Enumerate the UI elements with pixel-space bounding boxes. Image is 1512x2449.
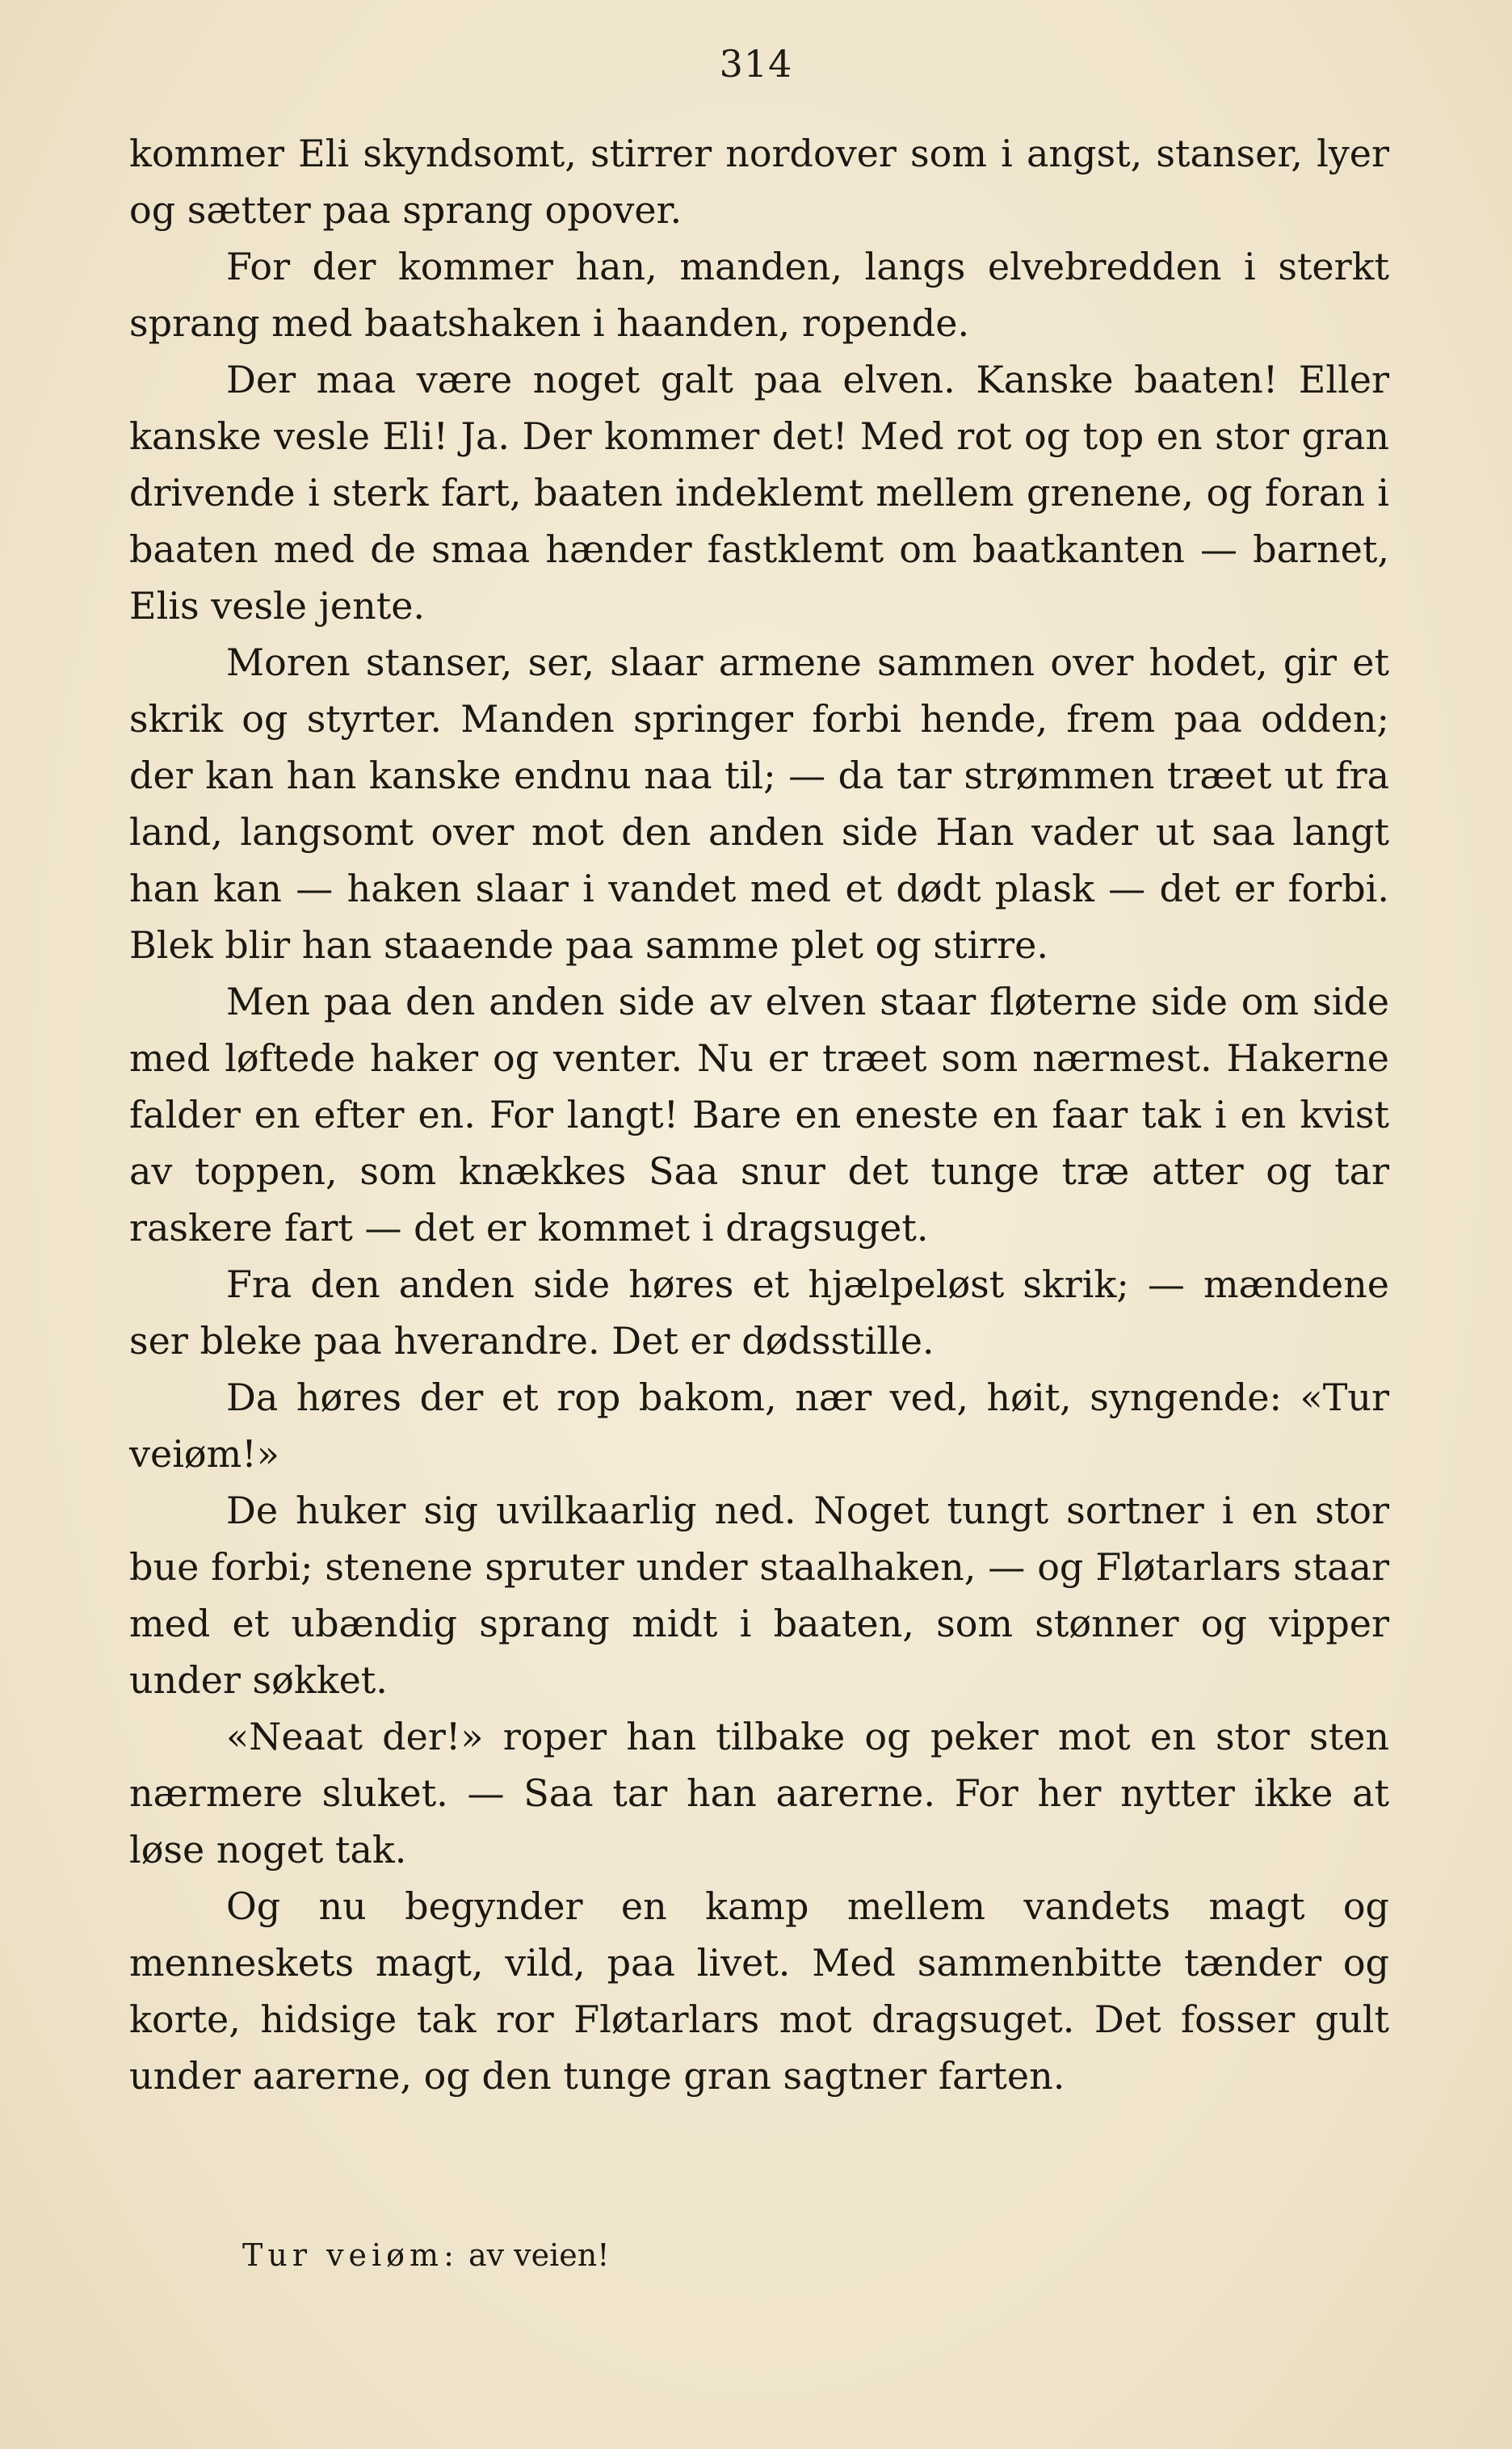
page-number: 314 [719, 42, 793, 86]
paragraph: Men paa den anden side av elven staar fløterne side om side med løftede haker og venter. Nu er træet som nærmest. Hakerne falder en efter en. For langt! Bare en eneste en faar tak i en kvist av toppen, som knækkes Saa snur det tunge træ atter og tar raskere fart — det er kommet i dragsuget. [129, 980, 1389, 1250]
paragraph: «Neaat der!» roper han tilbake og peker mot en stor sten nærmere sluket. — Saa tar han aarerne. For her nytter ikke at løse noget tak. [129, 1715, 1389, 1871]
paragraph: Fra den anden side høres et hjælpeløst skrik; — mændene ser bleke paa hverandre. Det er dødsstille. [129, 1262, 1389, 1363]
body-text [129, 125, 1389, 2104]
footnote-term: Tur veiøm: [242, 2237, 459, 2273]
footnote [242, 2237, 610, 2273]
paragraph: Der maa være noget galt paa elven. Kanske baaten! Eller kanske vesle Eli! Ja. Der kommer det! Med rot og top en stor gran drivende i sterk fart, baaten indeklemt mellem grenene, og foran i baaten med de smaa hænder fastklemt om baatkanten — barnet, Elis vesle jente. [129, 358, 1389, 628]
footnote-definition: av veien! [468, 2237, 610, 2273]
paragraph: For der kommer han, manden, langs elvebredden i sterkt sprang med baatshaken i haanden, ropende. [129, 245, 1389, 345]
paragraph: Da høres der et rop bakom, nær ved, høit, syngende: «Tur veiøm!» [129, 1376, 1389, 1476]
paragraph: Og nu begynder en kamp mellem vandets magt og menneskets magt, vild, paa livet. Med sammenbitte tænder og korte, hidsige tak ror Fløtarlars mot dragsuget. Det fosser gult under aarerne, og den tunge gran sagtner farten. [129, 1884, 1389, 2098]
paragraph: kommer Eli skyndsomt, stirrer nordover som i angst, stanser, lyer og sætter paa sprang opover. [129, 132, 1389, 232]
paragraph: Moren stanser, ser, slaar armene sammen over hodet, gir et skrik og styrter. Manden springer forbi hende, frem paa odden; der kan han kanske endnu naa til; — da tar strømmen træet ut fra land, langsomt over mot den anden side Han vader ut saa langt han kan — haken slaar i vandet med et dødt plask — det er forbi. Blek blir han staaende paa samme plet og stirre. [129, 641, 1389, 967]
paragraph: De huker sig uvilkaarlig ned. Noget tungt sortner i en stor bue forbi; stenene spruter under staalhaken, — og Fløtarlars staar med et ubændig sprang midt i baaten, som stønner og vipper under søkket. [129, 1489, 1389, 1702]
